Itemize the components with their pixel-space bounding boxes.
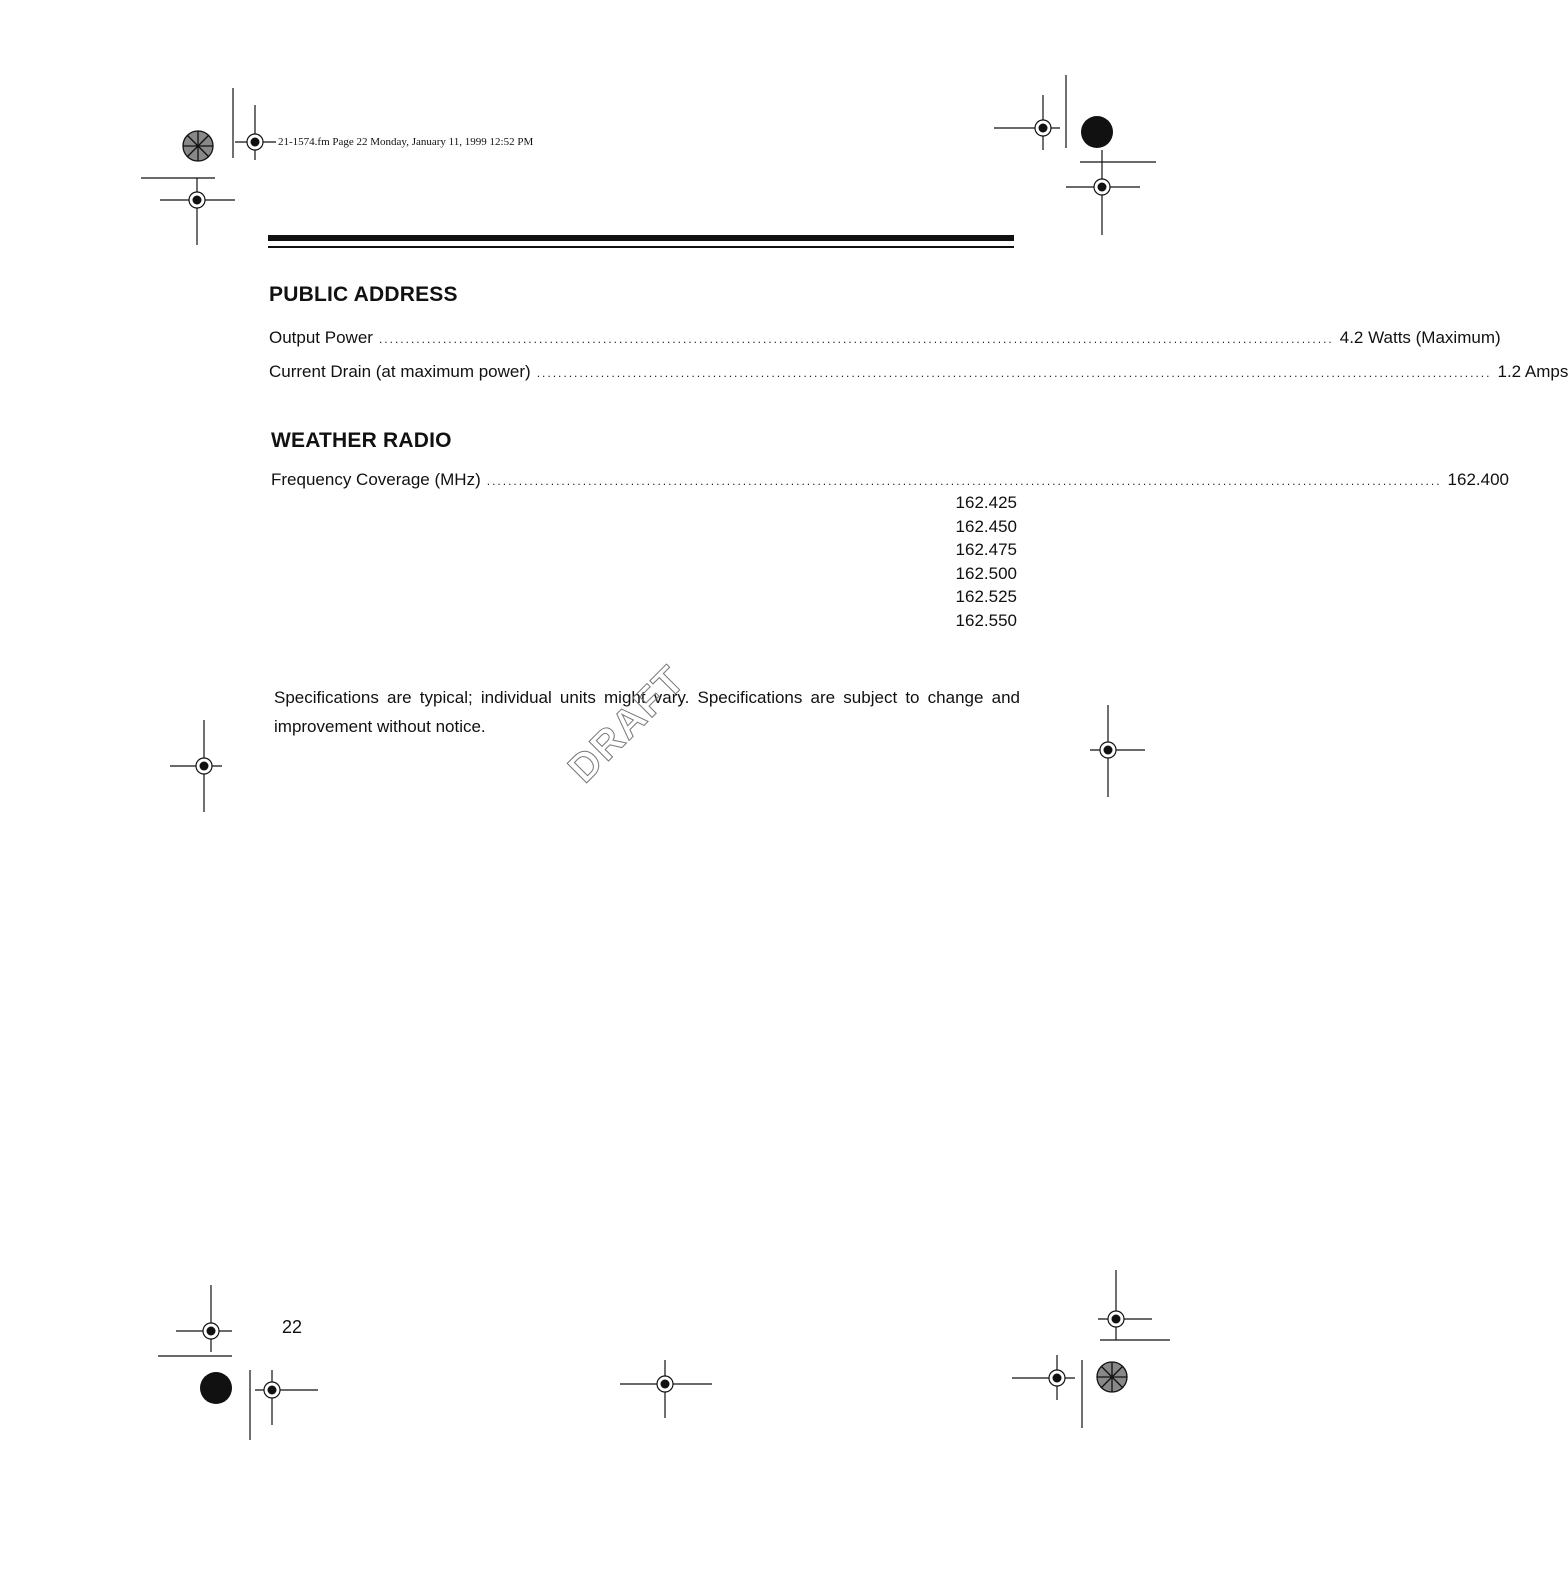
page-number: 22 [282,1317,303,1337]
specifications-note: Specifications are typical; individual units might vary. Specifications are subject to change and improvement without notice. [274,688,1020,736]
spec-label: Output Power [269,328,373,347]
spec-row-current-drain [269,362,1568,382]
frequency-value: 162.425 [955,493,1017,512]
spec-value: 1.2 Amps [1497,362,1568,381]
frequency-value: 162.450 [955,516,1017,536]
leader-dots: ................................................................................................................................................................................... [536,366,1492,380]
spec-row-frequency [271,470,1509,490]
spec-value: 4.2 Watts (Maximum) [1339,328,1501,347]
spec-label: Current Drain (at maximum power) [269,362,531,381]
frequency-value: 162.475 [955,540,1017,559]
header-rule-thin [268,246,1014,248]
frequency-list [870,491,1017,632]
leader-dots: ................................................................................................................................................................................... [378,332,1334,346]
spec-label: Frequency Coverage (MHz) [271,470,481,489]
frequency-value: 162.400 [1447,470,1509,489]
weather-radio-title: WEATHER RADIO [271,429,452,452]
leader-dots: ................................................................................................................................................................................... [486,474,1442,488]
draft-watermark: DRAFT [560,657,695,792]
frequency-value: 162.500 [955,563,1017,583]
spec-row-output-power [269,328,1501,348]
public-address-title: PUBLIC ADDRESS [269,283,458,306]
frequency-value: 162.525 [955,587,1017,606]
print-header: 21-1574.fm Page 22 Monday, January 11, 1999 12:52 PM [278,136,534,148]
frequency-value: 162.550 [955,610,1017,630]
header-rule-thick [268,235,1014,241]
